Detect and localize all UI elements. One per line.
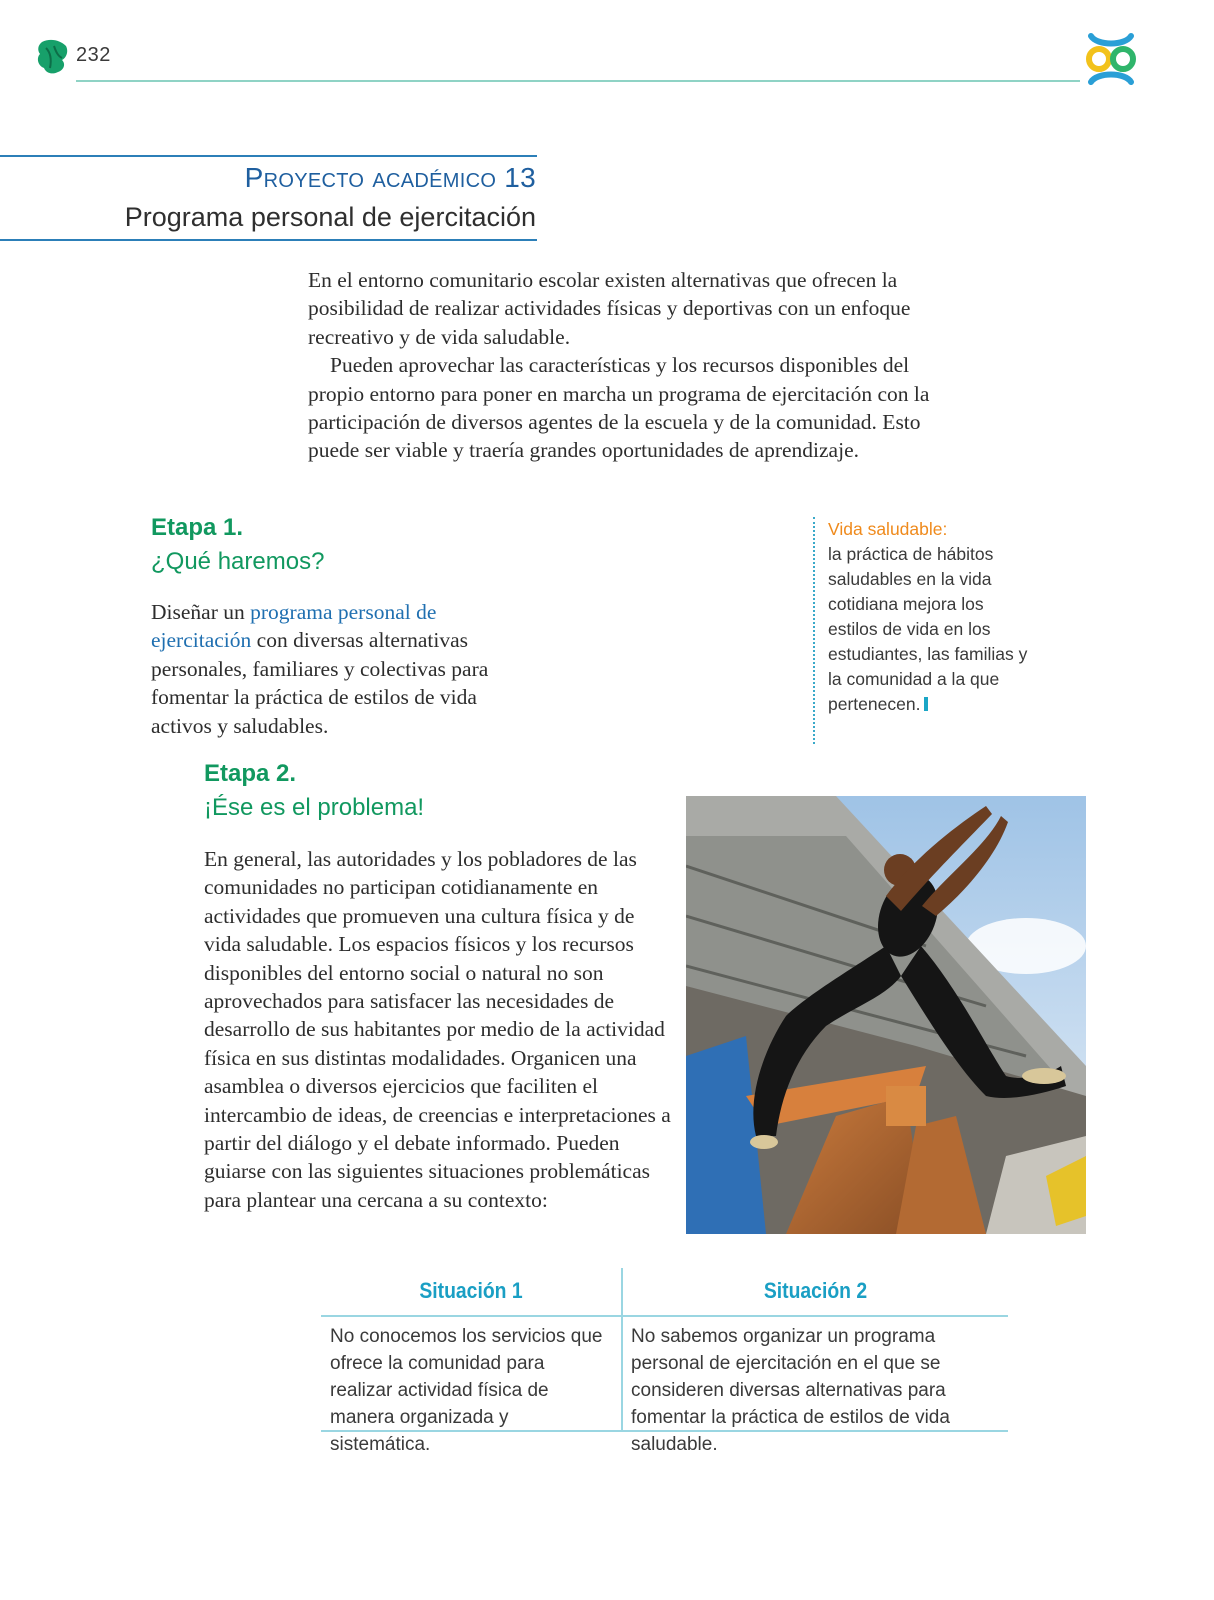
series-logo-icon bbox=[1083, 32, 1139, 86]
title-top-rule bbox=[0, 155, 537, 157]
stage-1-subtitle: ¿Qué haremos? bbox=[151, 548, 325, 575]
glossary-term: Vida saludable: bbox=[828, 519, 948, 539]
stage-1-body-start: Diseñar un bbox=[151, 600, 251, 624]
parkour-photo bbox=[686, 796, 1086, 1234]
column-divider bbox=[621, 1268, 623, 1432]
page-number: 232 bbox=[76, 44, 111, 66]
stage-1-body bbox=[151, 598, 521, 740]
table-bottom-rule bbox=[321, 1430, 1008, 1432]
stage-2-subtitle: ¡Ése es el problema! bbox=[204, 794, 425, 821]
intro-paragraph-1: En el entorno comunitario escolar existen alternativas que ofrecen la posibilidad de realizar actividades físicas y deportivas con un enfoque recreativo y de vida saludable. bbox=[308, 268, 911, 349]
end-mark bbox=[924, 697, 928, 711]
intro-paragraph-2: Pueden aprovechar las características y los recursos disponibles del propio entorno para poner en marcha un programa de ejercitación con la participación de diversos agentes de la escuela y de la comunidad. Esto puede ser viable y traería grandes oportunidades de aprendizaje. bbox=[308, 353, 930, 463]
situations-table bbox=[321, 1268, 1008, 1455]
intro-text bbox=[308, 266, 932, 465]
project-subtitle: Programa personal de ejercitación bbox=[124, 202, 536, 232]
project-title: Proyecto académico 13 bbox=[244, 162, 536, 193]
stage-2-body: En general, las autoridades y los pobladores de las comunidades no participan cotidianamente en actividades que promueven una cultura física y de vida saludable. Los espacios físicos y los recursos disponibles del entorno social o natural no son aprovechados para satisfacer las necesidades de desarrollo de sus habitantes por medio de la actividad física en sus distintas modalidades. Organicen una asamblea o diversos ejercicios que faciliten el intercambio de ideas, de creencias e interpretaciones a partir del diálogo y el debate informado. Pueden guiarse con las siguientes situaciones problemáticas para plantear una cercana a su contexto: bbox=[204, 847, 671, 1212]
situation-1-text: No conocemos los servicios que ofrece la comunidad para realizar actividad física de manera organizada y sistemática. bbox=[330, 1326, 603, 1455]
stage-2-title: Etapa 2. bbox=[204, 760, 297, 787]
title-bottom-rule bbox=[0, 239, 537, 241]
stage-1-body-end: con diversas alternativas personales, familiares y colectivas para fomentar la práctica de estilos de vida activos y saludables. bbox=[151, 628, 489, 738]
stage-1-title: Etapa 1. bbox=[151, 514, 244, 541]
key-term-link[interactable]: programa personal de ejercitación bbox=[151, 600, 437, 653]
situation-2-text: No sabemos organizar un programa personal de ejercitación en el que se consideren diversas alternativas para fomentar la práctica de estilos de vida saludable. bbox=[631, 1326, 950, 1455]
glossary-box bbox=[813, 517, 1038, 744]
glossary-definition bbox=[828, 542, 1038, 717]
situation-1-heading: Situación 1 bbox=[419, 1278, 523, 1303]
leaf-icon bbox=[36, 38, 70, 76]
header-rule bbox=[76, 80, 1080, 82]
header-rule bbox=[321, 1315, 1008, 1317]
situation-2-heading: Situación 2 bbox=[763, 1278, 868, 1303]
glossary-definition-text: la práctica de hábitos saludables en la vida cotidiana mejora los estilos de vida en los estudiantes, las familias y la comunidad a la que pertenecen. bbox=[828, 544, 1028, 714]
